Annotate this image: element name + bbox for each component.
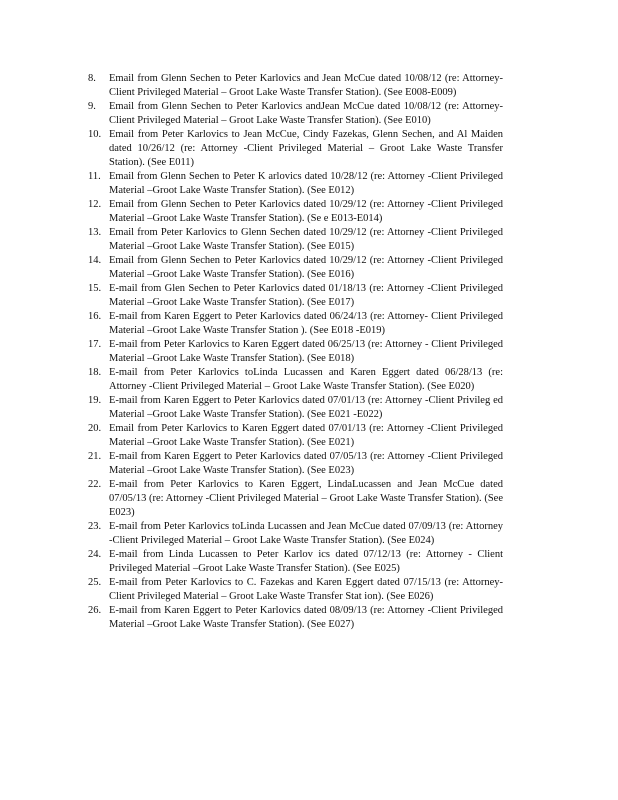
item-text: E-mail from Peter Karlovics to Karen Eggert dated 06/25/13 (re: Attorney - Client Privileged Material –Groot Lake Waste Transfer Station). (See E018) — [109, 339, 503, 364]
item-number: 8. — [88, 73, 96, 84]
privileged-document-list — [88, 72, 503, 632]
list-item — [88, 254, 503, 282]
item-text: Email from Peter Karlovics to Jean McCue, Cindy Fazekas, Glenn Sechen, and Al Maiden dated 10/26/12 (re: Attorney -Client Privileged Material – Groot Lake Waste Transfer Station). (See E011) — [109, 129, 503, 168]
item-text: E-mail from Peter Karlovics to Karen Eggert, LindaLucassen and Jean McCue dated 07/05/13 (re: Attorney -Client Privileged Material – Groot Lake Waste Transfer Station). (See E023) — [109, 479, 503, 518]
item-text: E-mail from Karen Eggert to Peter Karlovics dated 07/05/13 (re: Attorney -Client Privileged Material –Groot Lake Waste Transfer Station). (See E023) — [109, 451, 503, 476]
list-item — [88, 310, 503, 338]
item-number: 15. — [88, 283, 102, 294]
item-number: 10. — [88, 129, 102, 140]
item-text: E-mail from Peter Karlovics toLinda Lucassen and Jean McCue dated 07/09/13 (re: Attorney -Client Privileged Material – Groot Lake Waste Transfer Station). (See E024) — [109, 521, 503, 546]
item-number: 24. — [88, 549, 102, 560]
item-number: 12. — [88, 199, 102, 210]
item-text: Email from Glenn Sechen to Peter Karlovics dated 10/29/12 (re: Attorney -Client Privileged Material –Groot Lake Waste Transfer Station). (See E016) — [109, 255, 503, 280]
list-item — [88, 100, 503, 128]
list-item — [88, 422, 503, 450]
item-number: 20. — [88, 423, 102, 434]
item-number: 22. — [88, 479, 102, 490]
list-item — [88, 548, 503, 576]
list-item — [88, 198, 503, 226]
list-item — [88, 282, 503, 310]
list-item — [88, 338, 503, 366]
item-text: E-mail from Peter Karlovics to C. Fazekas and Karen Eggert dated 07/15/13 (re: Attorney- Client Privileged Material – Groot Lake Waste Transfer Stat ion). (See E026) — [109, 577, 503, 602]
item-text: Email from Glenn Sechen to Peter Karlovics and Jean McCue dated 10/08/12 (re: Attorney- Client Privileged Material – Groot Lake Waste Transfer Station). (See E008-E009) — [109, 73, 503, 98]
item-text: Email from Glenn Sechen to Peter Karlovics dated 10/29/12 (re: Attorney -Client Privileged Material –Groot Lake Waste Transfer Station). (Se e E013-E014) — [109, 199, 503, 224]
list-item — [88, 128, 503, 170]
list-item — [88, 170, 503, 198]
list-item — [88, 366, 503, 394]
item-text: E-mail from Linda Lucassen to Peter Karlov ics dated 07/12/13 (re: Attorney - Client Privileged Material –Groot Lake Waste Transfer Station). (See E025) — [109, 549, 503, 574]
item-number: 14. — [88, 255, 102, 266]
item-number: 11. — [88, 171, 101, 182]
item-text: E-mail from Peter Karlovics toLinda Lucassen and Karen Eggert dated 06/28/13 (re: Attorney -Client Privileged Material – Groot Lake Waste Transfer Station). (See E020) — [109, 367, 503, 392]
item-number: 19. — [88, 395, 102, 406]
item-number: 21. — [88, 451, 102, 462]
list-item — [88, 72, 503, 100]
item-text: E-mail from Karen Eggert to Peter Karlovics dated 07/01/13 (re: Attorney -Client Privileg ed Material –Groot Lake Waste Transfer Station). (See E021 -E022) — [109, 395, 503, 420]
item-text: Email from Peter Karlovics to Karen Eggert dated 07/01/13 (re: Attorney -Client Privileged Material –Groot Lake Waste Transfer Station). (See E021) — [109, 423, 503, 448]
list-item — [88, 478, 503, 520]
item-number: 25. — [88, 577, 102, 588]
item-text: E-mail from Karen Eggert to Peter Karlovics dated 06/24/13 (re: Attorney- Client Privileged Material –Groot Lake Waste Transfer Station ). (See E018 -E019) — [109, 311, 503, 336]
item-number: 16. — [88, 311, 102, 322]
item-text: Email from Peter Karlovics to Glenn Sechen dated 10/29/12 (re: Attorney -Client Privileged Material –Groot Lake Waste Transfer Station). (See E015) — [109, 227, 503, 252]
list-item — [88, 576, 503, 604]
list-item — [88, 450, 503, 478]
list-item — [88, 604, 503, 632]
list-item — [88, 520, 503, 548]
item-number: 23. — [88, 521, 102, 532]
list-item — [88, 226, 503, 254]
item-number: 17. — [88, 339, 102, 350]
item-text: E-mail from Karen Eggert to Peter Karlovics dated 08/09/13 (re: Attorney -Client Privileged Material –Groot Lake Waste Transfer Station). (See E027) — [109, 605, 503, 630]
item-text: E-mail from Glen Sechen to Peter Karlovics dated 01/18/13 (re: Attorney -Client Privileged Material –Groot Lake Waste Transfer Station). (See E017) — [109, 283, 503, 308]
item-number: 26. — [88, 605, 102, 616]
list-item — [88, 394, 503, 422]
item-text: Email from Glenn Sechen to Peter Karlovics andJean McCue dated 10/08/12 (re: Attorney- Client Privileged Material – Groot Lake Waste Transfer Station). (See E010) — [109, 101, 503, 126]
item-number: 18. — [88, 367, 102, 378]
item-number: 13. — [88, 227, 102, 238]
item-number: 9. — [88, 101, 96, 112]
item-text: Email from Glenn Sechen to Peter K arlovics dated 10/28/12 (re: Attorney -Client Privileged Material –Groot Lake Waste Transfer Station). (See E012) — [109, 171, 503, 196]
